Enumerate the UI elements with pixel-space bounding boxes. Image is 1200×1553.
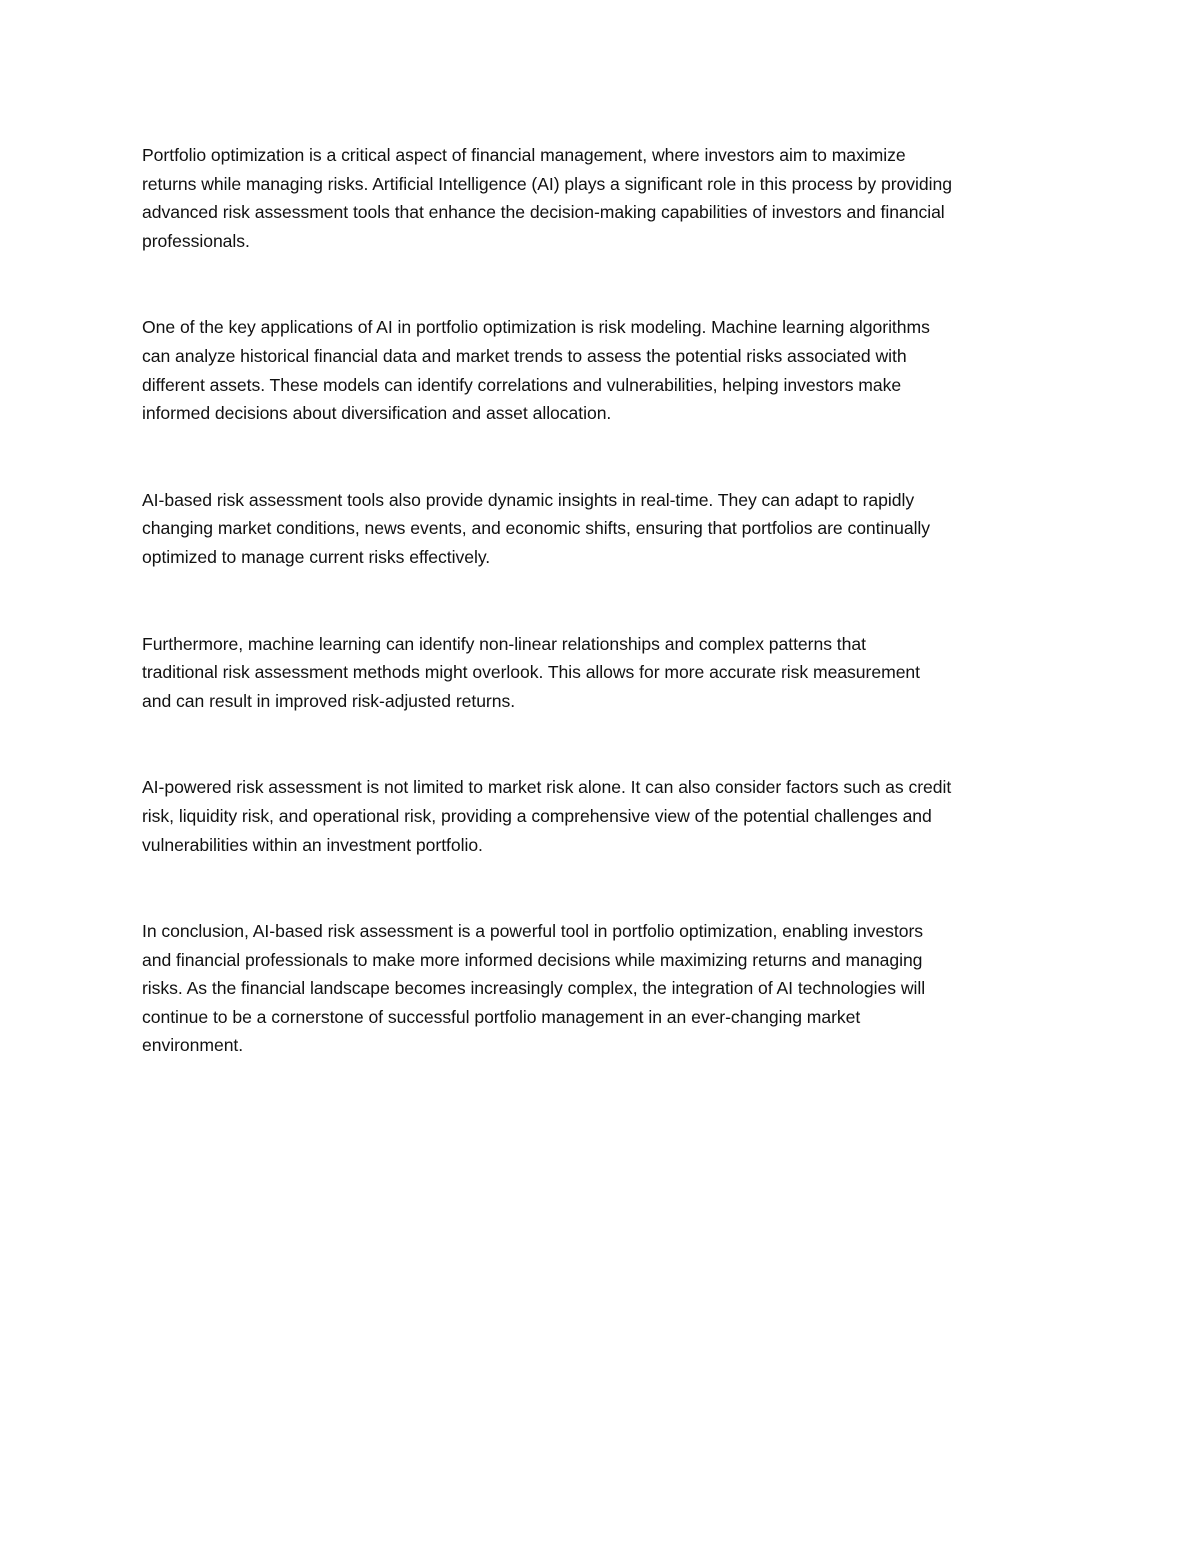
paragraph-risk-types: AI-powered risk assessment is not limited to market risk alone. It can also consider factors such as credit risk, liquidity risk, and operational risk, providing a comprehensive view of the potential challenges and vulnerabilities within an investment portfolio. — [142, 777, 952, 855]
paragraph-intro: Portfolio optimization is a critical aspect of financial management, where investors aim to maximize returns while managing risks. Artificial Intelligence (AI) plays a significant role in this process by providing advanced risk assessment tools that enhance the decision-making capabilities of investors and financial professionals. — [142, 145, 952, 251]
paragraph-non-linear: Furthermore, machine learning can identify non-linear relationships and complex patterns that traditional risk assessment methods might overlook. This allows for more accurate risk measurement and can result in improved risk-adjusted returns. — [142, 633, 920, 711]
paragraph-risk-modeling: One of the key applications of AI in portfolio optimization is risk modeling. Machine learning algorithms can analyze historical financial data and market trends to assess the potential risks associated with different assets. These models can identify correlations and vulnerabilities, helping investors make informed decisions about diversification and asset allocation. — [142, 317, 930, 424]
paragraph-dynamic-insights: AI-based risk assessment tools also provide dynamic insights in real-time. They can adapt to rapidly changing market conditions, news events, and economic shifts, ensuring that portfolios are continually optimized to manage current risks effectively. — [142, 489, 931, 567]
document-body — [142, 141, 1067, 1118]
paragraph-conclusion: In conclusion, AI-based risk assessment is a powerful tool in portfolio optimization, enabling investors and financial professionals to make more informed decisions while maximizing returns and managing risks. As the financial landscape becomes increasingly complex, the integration of AI technologies will continue to be a cornerstone of successful portfolio management in an ever-changing market environment. — [142, 921, 926, 1056]
